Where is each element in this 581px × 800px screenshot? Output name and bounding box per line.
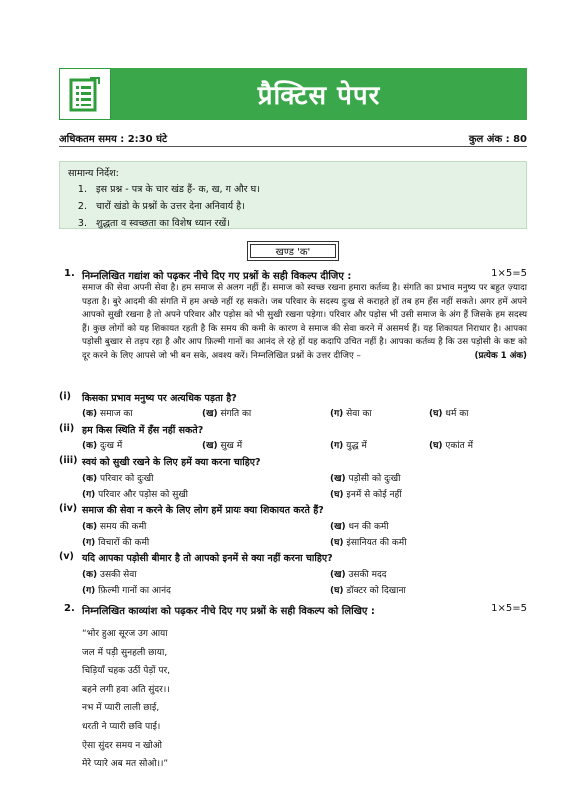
subquestion-text: किसका प्रभाव मनुष्य पर अत्यधिक पड़ता है? xyxy=(82,393,237,404)
subquestion-2 xyxy=(59,423,203,436)
question-number: 2. xyxy=(64,603,75,614)
passage-marks: (प्रत्येक 1 अंक) xyxy=(474,350,527,361)
option: एकांत में xyxy=(445,441,474,451)
instructions-heading: सामान्य निर्देश: xyxy=(68,168,119,179)
poem-line: मेरे प्यारे अब मत सोओ।।” xyxy=(82,759,169,770)
question-marks: 1×5=5 xyxy=(491,603,527,614)
option: धन की कमी xyxy=(348,522,389,532)
option: सुख में xyxy=(220,441,243,451)
page-title: प्रैक्टिस पेपर xyxy=(111,68,527,120)
section-label: खण्ड 'क' xyxy=(247,241,339,261)
poem-line: “भोर हुआ सूरज उग आया xyxy=(82,629,168,639)
subquestion-text: हम किस स्थिति में हँस नहीं सकते? xyxy=(82,425,204,436)
question-marks: 1×5=5 xyxy=(491,268,527,279)
option: धर्म का xyxy=(445,409,469,419)
prose-passage xyxy=(82,282,527,364)
subquestion-number: (iii) xyxy=(59,455,78,466)
subquestion-text: समाज की सेवा न करने के लिए लोग हमें प्रायः क्या शिकायत करते हैं? xyxy=(82,505,324,516)
title-banner xyxy=(59,68,527,120)
subquestion-number: (ii) xyxy=(59,423,75,434)
passage-text: समाज की सेवा अपनी सेवा है। हम समाज से अलग नहीं हैं। समाज को स्वच्छ रखना हमारा कर्तव्य है। संगति का प्रभाव मनुष्य पर बहुत ज़्यादा पड़ता है। बुरे आदमी की संगति में हम अच्छे नहीं रह सकते। जब परिवार के सदस्य दुःख से कराहते हों तब हम हँस नहीं सकते। अगर हमें अपने आपको सुखी रखना है तो अपने परिवार और पड़ोस को भी सुखी रखना पड़ेगा। परिवार और पड़ोस भी उसी समाज के अंग हैं जिसके हम सदस्य हैं। कुछ लोगों को यह शिकायत रहती है कि समय की कमी के कारण वे समाज की सेवा करने में असमर्थ हैं। यह शिकायत निराधार है। आपका पड़ोसी बुखार से तड़प रहा है और आप फ़िल्मी गानों का आनंद ले रहे हों यह कदापि उचित नहीं है। आपका कर्तव्य है कि उस पड़ोसी के कष्ट को दूर करने के लिए आपसे जो भी बन सके, अवश्य करें। निम्नलिखित प्रश्नों के उत्तर दीजिए – xyxy=(82,283,527,361)
poem-line: चिड़ियाँ चहक उठीं पेड़ों पर, xyxy=(82,666,170,677)
subquestion-number: (iv) xyxy=(59,503,78,514)
instructions-list xyxy=(68,182,518,229)
option: सेवा का xyxy=(346,409,372,419)
question-text: निम्नलिखित गद्यांश को पढ़कर नीचे दिए गए प्रश्नों के सही विकल्प दीजिए : xyxy=(82,271,352,282)
option: पड़ोसी को दुःखी xyxy=(348,474,401,484)
option: उसकी मदद xyxy=(348,570,387,580)
option: युद्ध में xyxy=(346,441,367,451)
option: समाज का xyxy=(100,409,133,419)
option: परिवार को दुःखी xyxy=(100,474,154,484)
question-number: 1. xyxy=(64,268,75,279)
subquestion-4 xyxy=(59,503,324,516)
exam-meta xyxy=(59,131,527,145)
option: विचारों की कमी xyxy=(98,538,150,548)
subquestion-text: यदि आपका पड़ोसी बीमार है तो आपको इनमें से क्या नहीं करना चाहिए? xyxy=(82,553,333,564)
poem-line: नभ में प्यारी लाली छाई, xyxy=(82,703,160,714)
poem-line: जल में पड़ी सुनहली छाया, xyxy=(82,647,168,658)
question-1-heading xyxy=(64,268,527,282)
option: दुःख में xyxy=(100,441,123,451)
divider xyxy=(59,146,527,147)
option: इंसानियत की कमी xyxy=(346,538,407,548)
option: संगति का xyxy=(220,409,252,419)
option: समय की कमी xyxy=(100,522,147,532)
option: इनमें से कोई नहीं xyxy=(346,490,402,500)
poem xyxy=(82,625,170,774)
poem-line: ऐसा सुंदर समय न खोओ xyxy=(82,740,162,751)
instruction-item: 3. शुद्धता व स्वच्छता का विशेष ध्यान रखें। xyxy=(90,216,518,229)
option: परिवार और पड़ोस को सुखी xyxy=(98,490,189,500)
option: डॉक्टर को दिखाना xyxy=(346,586,406,596)
question-2-heading xyxy=(64,603,527,617)
poem-line: धरती ने प्यारी छवि पाई। xyxy=(82,721,161,732)
general-instructions xyxy=(59,161,527,229)
subquestion-1 xyxy=(59,391,237,404)
question-text: निम्नलिखित काव्यांश को पढ़कर नीचे दिए गए प्रश्नों के सही विकल्प को लिखिए : xyxy=(82,606,375,617)
poem-line: बहने लगी हवा अति सुंदर।। xyxy=(82,684,170,695)
subquestion-3 xyxy=(59,455,261,468)
document-list-icon xyxy=(59,68,111,120)
option: फ़िल्मी गानों का आनंद xyxy=(98,586,171,596)
subquestion-number: (v) xyxy=(59,551,74,562)
instruction-item: 2. चारों खंडो के प्रश्नों के उत्तर देना अनिवार्य है। xyxy=(90,199,518,212)
option: उसकी सेवा xyxy=(100,570,137,580)
subquestion-number: (i) xyxy=(59,391,71,402)
subquestion-5 xyxy=(59,551,333,564)
total-marks: कुल अंक : 80 xyxy=(468,134,527,145)
max-time: अधिकतम समय : 2:30 घंटे xyxy=(59,134,168,145)
instruction-item: 1. इस प्रश्न - पत्र के चार खंड हैं- क, ख, ग और घ। xyxy=(90,182,518,195)
subquestion-text: स्वयं को सुखी रखने के लिए हमें क्या करना चाहिए? xyxy=(82,457,261,468)
